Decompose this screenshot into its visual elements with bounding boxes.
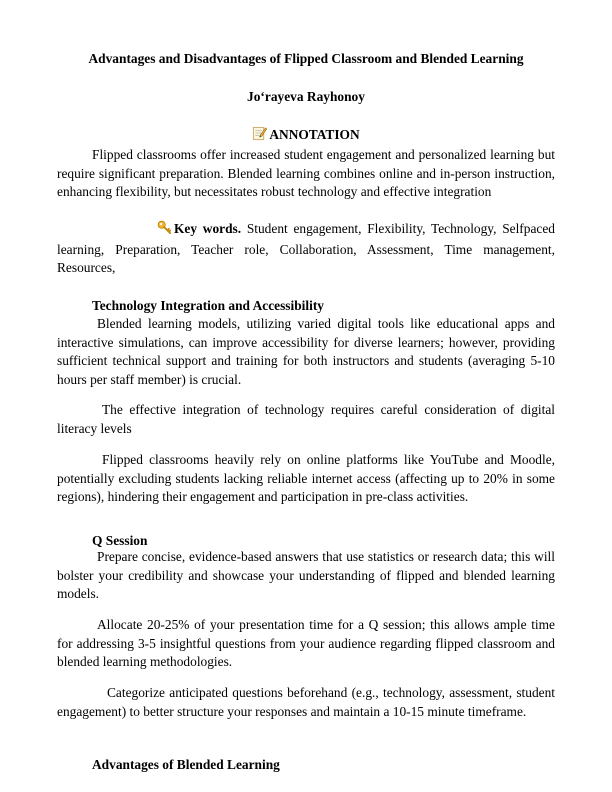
q-paragraph-3: Categorize anticipated questions beforehand (e.g., technology, assessment, student engagement) to better structure your responses and maintain a 10-15 minute timeframe. <box>57 685 555 719</box>
annotation-paragraph: Flipped classrooms offer increased student engagement and personalized learning but require significant preparation. Blended learning combines online and in-person instruction, enhancing flexibility, but necessitates robust technology and effective integration <box>57 147 555 200</box>
q-paragraph-2-block <box>57 616 555 672</box>
keywords-text: Student engagement, Flexibility, Technology, Selfpaced learning, Preparation, Teacher role, Collaboration, Assessment, Time management, Resources, <box>57 221 555 276</box>
technology-paragraph-3-block <box>57 451 555 507</box>
technology-paragraph-2-block <box>57 401 555 438</box>
key-icon <box>107 220 172 241</box>
annotation-heading <box>0 126 612 146</box>
keywords-paragraph <box>57 220 555 278</box>
section-heading-technology: Technology Integration and Accessibility <box>92 298 325 313</box>
keywords-block <box>57 220 555 278</box>
memo-icon <box>252 126 267 146</box>
section-heading-q-session: Q Session <box>92 533 148 548</box>
technology-paragraph-1: Blended learning models, utilizing varied digital tools like educational apps and interactive simulations, can improve accessibility for diverse learners; however, providing sufficient technical support and training for both instructors and students (averaging 5-10 hours per staff member) is crucial. <box>57 316 555 387</box>
keywords-label: Key words. <box>174 221 242 236</box>
q-paragraph-3-block <box>57 684 555 721</box>
q-paragraph-1: Prepare concise, evidence-based answers that use statistics or research data; this will bolster your credibility and showcase your understanding of flipped and blended learning models. <box>57 549 555 602</box>
technology-paragraph-1-block <box>57 315 555 389</box>
annotation-heading-text: ANNOTATION <box>269 127 360 142</box>
annotation-body <box>57 146 555 202</box>
q-paragraph-2: Allocate 20-25% of your presentation time for a Q session; this allows ample time for addressing 3-5 insightful questions from your audience regarding flipped classroom and blended learning methodologies. <box>57 617 555 670</box>
q-paragraph-1-block <box>57 548 555 604</box>
document-title: Advantages and Disadvantages of Flipped Classroom and Blended Learning <box>88 51 524 66</box>
technology-paragraph-2: The effective integration of technology requires careful consideration of digital literacy levels <box>57 402 555 436</box>
author-name: Jo‘rayeva Rayhonoy <box>247 89 365 104</box>
technology-paragraph-3: Flipped classrooms heavily rely on online platforms like YouTube and Moodle, potentially excluding students lacking reliable internet access (affecting up to 20% in some regions), hindering their engagement and participation in pre-class activities. <box>57 452 555 505</box>
section-heading-advantages: Advantages of Blended Learning <box>92 757 280 772</box>
